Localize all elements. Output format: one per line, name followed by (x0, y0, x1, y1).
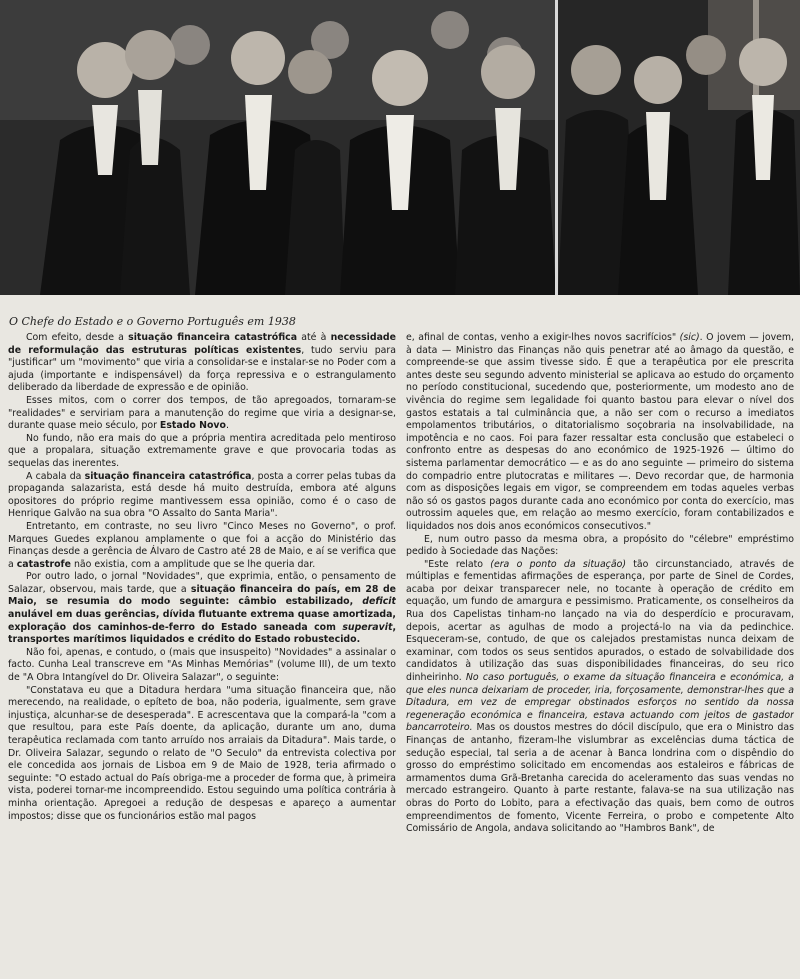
paragraph (406, 332, 794, 534)
paragraph (8, 647, 396, 685)
group-portrait-illustration (0, 0, 556, 295)
left-column (8, 332, 396, 972)
article-body (8, 332, 794, 972)
paragraph (8, 433, 396, 471)
group-photograph-right (558, 0, 800, 295)
text-run: . O jovem — jovem, à data — Ministro das Finanças não quis penetrar até ao âmago da questão, e compreende-se que assim tivesse sido. É que a terapêutica por ele prescrita antes deste seu segundo advento ministerial se aplicava ao estudo do orçamento no período constitucional, sucedendo que, posteriormente, um modesto ano de vivência do regime sem legalidade foi quanto bastou para elevar o nível dos gastos estatais a tal culminância que, a não ser com o recurso a imediatos empolamentos tributários, o ditatorialismo soçobraria na insolvabilidade, na impotência e no caos. Foi para fazer ressaltar esta conclusão que estabeleci o confronto entre as despesas do ano económico de 1925-1926 — último do sistema parlamentar democrático — e as do ano seguinte — primeiro do sistema do compadrio entre plutocratas e militares —. Devo recordar que, de harmonia com as disposições legais em vigor, se compreendem em todas aqueles verbas não só os gastos pagos durante cada ano económico por conta do exercício, mas outrossim aqueles que, em relação ao mesmo exercício, foram contabilizados e liquidados nos dois anos económicos consecutivos." (406, 332, 794, 532)
right-column (406, 332, 794, 972)
photo-caption: O Chefe do Estado e o Governo Português em 1938 (9, 315, 296, 328)
text-run: Mas os doustos mestres do dócil discípulo, que era o Ministro das Finanças de antanho, fizeram-lhe vislumbrar as excelências duma táctica de sedução especial, tal seria a de acenar à Banca londrina com o dispêndio do grosso do empréstimo solicitado em encomendas aos estaleiros e fábricas de armamentos duma Grã-Bretanha carecida do aceleramento das suas vendas no mercado estrangeiro. Quanto à parte restante, falava-se na sua utilização nas obras do Porto do Lobito, para a efectivação das quais, bem como de outros empreendimentos de fomento, Vicente Ferreira, o probo e competente Alto Comissário de Angola, andava solicitando ao "Hambros Bank", de (406, 722, 794, 835)
text-run: "Este relato (424, 558, 491, 570)
text-run: No fundo, não era mais do que a própria mentira acreditada pelo mentiroso que a propalara, situação extremamente grave e que provocaria todas as sequelas das inerentes. (8, 432, 396, 469)
text-run: anulável em duas gerências, dívida flutuante extrema quase amortizada, exploração dos caminhos-de-ferro do Estado saneada com (8, 609, 396, 633)
text-run: tão circunstanciado, através de múltiplas e fementidas afirmações de esperança, por parte de Sinel de Cordes, acaba por deixar transparecer nele, no tocante à operação de crédito em equação, um fundo de amargura e pessimismo. Praticamente, os conselheiros da Rua dos Capelistas tinham-no lançado na via do desperdício e procuravam, depois, acertar as agulhas de modo a projectá-lo na via da pedinchice. Esqueceram-se, contudo, de que os calejados prestamistas nunca deixam de examinar, com todos os seus sentidos apurados, o estado de solvabilidade dos candidatos à utilização das suas disponibilidades financeiras, do seu rico dinheirinho. (406, 558, 794, 684)
text-run: Por outro lado, o jornal "Novidades", que exprimia, então, o pensamento de Salazar, observou, mais tarde, que a (8, 571, 396, 595)
paragraph (8, 571, 396, 647)
text-run: até à (297, 332, 331, 343)
text-run: Não foi, apenas, e contudo, o (mais que insuspeito) "Novidades" a assinalar o facto. Cunha Leal transcreve em "As Minhas Memórias" (volume III), de um texto de "A Obra Intangível do Dr. Oliveira Salazar", o seguinte: (8, 646, 396, 684)
text-run: . (225, 420, 229, 432)
text-run: não existia, com a amplitude que se lhe queria dar. (71, 558, 316, 570)
paragraph (8, 471, 396, 521)
paragraph (406, 559, 794, 836)
text-run: Entretanto, em contraste, no seu livro "Cinco Meses no Governo", o prof. Marques Guedes explanou amplamente o que foi a acção do Ministério das Finanças desde a gerência de Álvaro de Castro até 28 de Maio, e aí se verifica que a (8, 520, 396, 570)
text-run: catastrofe (16, 558, 71, 570)
text-run: , posta a correr pelas tubas da propaganda salazarista, está desde há muito destruída, embora até alguns opositores do próprio regime mantivessem essa opinião, como é o caso de Henrique Galvão na sua obra "O Assalto do Santa Maria". (8, 470, 396, 520)
text-run: situação financeira catastrófica (84, 470, 252, 482)
paragraph (406, 534, 794, 559)
text-run: e, afinal de contas, venho a exigir-lhes novos sacrifícios" (406, 332, 680, 343)
text-run: "Constatava eu que a Ditadura herdara "uma situação financeira que, não merecendo, na realidade, o epíteto de boa, não poderia, igualmente, sem grave injustiça, alcunhar-se de desesperada". E acrescentava que la compará-la "com a que resultou, para este País doente, da aplicação, durante um ano, duma terapêutica reclamada com tanto arruído nos arraiais da Ditadura". Mais tarde, o Dr. Oliveira Salazar, segundo o relato de "O Seculo" da entrevista colectiva por ele concedida aos jornais de Lisboa em 9 de Maio de 1928, teria afirmado o seguinte: "O estado actual do País obriga-me a proceder de forma que, à primeira vista, poderei tornar-me incompreendido. Estou seguindo uma política contrária à minha orientação. Apregoei a redução de despesas e apareço a aumentar impostos; disse que os funcionários estão mal pagos (8, 684, 396, 822)
photo-strip (0, 0, 800, 295)
text-run: necessidade de reformulação das estruturas políticas existentes (8, 332, 396, 356)
text-run: situação financeira catastrófica (128, 332, 298, 343)
text-run: (era o ponto da situação) (490, 558, 626, 570)
text-run: (sic) (679, 332, 700, 343)
text-run: situação financeira do país, em 28 de Maio, se resumia do modo seguinte: câmbio estabilizado, (8, 583, 396, 608)
text-run: A cabala da (26, 470, 85, 482)
paragraph (8, 685, 396, 824)
text-run: Estado Novo (159, 420, 226, 432)
text-run: superavit (342, 621, 393, 633)
paragraph (8, 521, 396, 571)
paragraph (8, 395, 396, 433)
text-run: , tudo serviu para "justificar" um "movimento" que viria a consolidar-se e instalar-se no Poder com a ajuda (importante e indispensável) da força repressiva e o estrangulamento deliberado da liberdade de expressão e de opinião. (8, 344, 396, 394)
text-run: E, num outro passo da mesma obra, a propósito do "célebre" empréstimo pedido à Sociedade das Nações: (406, 533, 794, 558)
text-run: No caso português, o exame da situação financeira e económica, a que eles nunca deixariam de proceder, iria, forçosamente, demonstrar-lhes que a Ditadura, em vez de empregar obstinados esforços no sentido da nossa regeneração económica e financeira, estava actuando com jeitos de gastador bancarroteiro. (406, 672, 794, 734)
group-portrait-illustration-right (558, 0, 800, 295)
text-run: Com efeito, desde a (26, 332, 129, 343)
text-run: , transportes marítimos liquidados e crédito do Estado robustecido. (8, 621, 396, 646)
paragraph (8, 332, 396, 395)
text-run: deficit (362, 596, 396, 608)
group-photograph-left (0, 0, 556, 295)
text-run: Esses mitos, com o correr dos tempos, de tão apregoados, tornaram-se "realidades" e serviriam para a manutenção do regime que viria a designar-se, durante quase meio século, por (8, 394, 396, 432)
